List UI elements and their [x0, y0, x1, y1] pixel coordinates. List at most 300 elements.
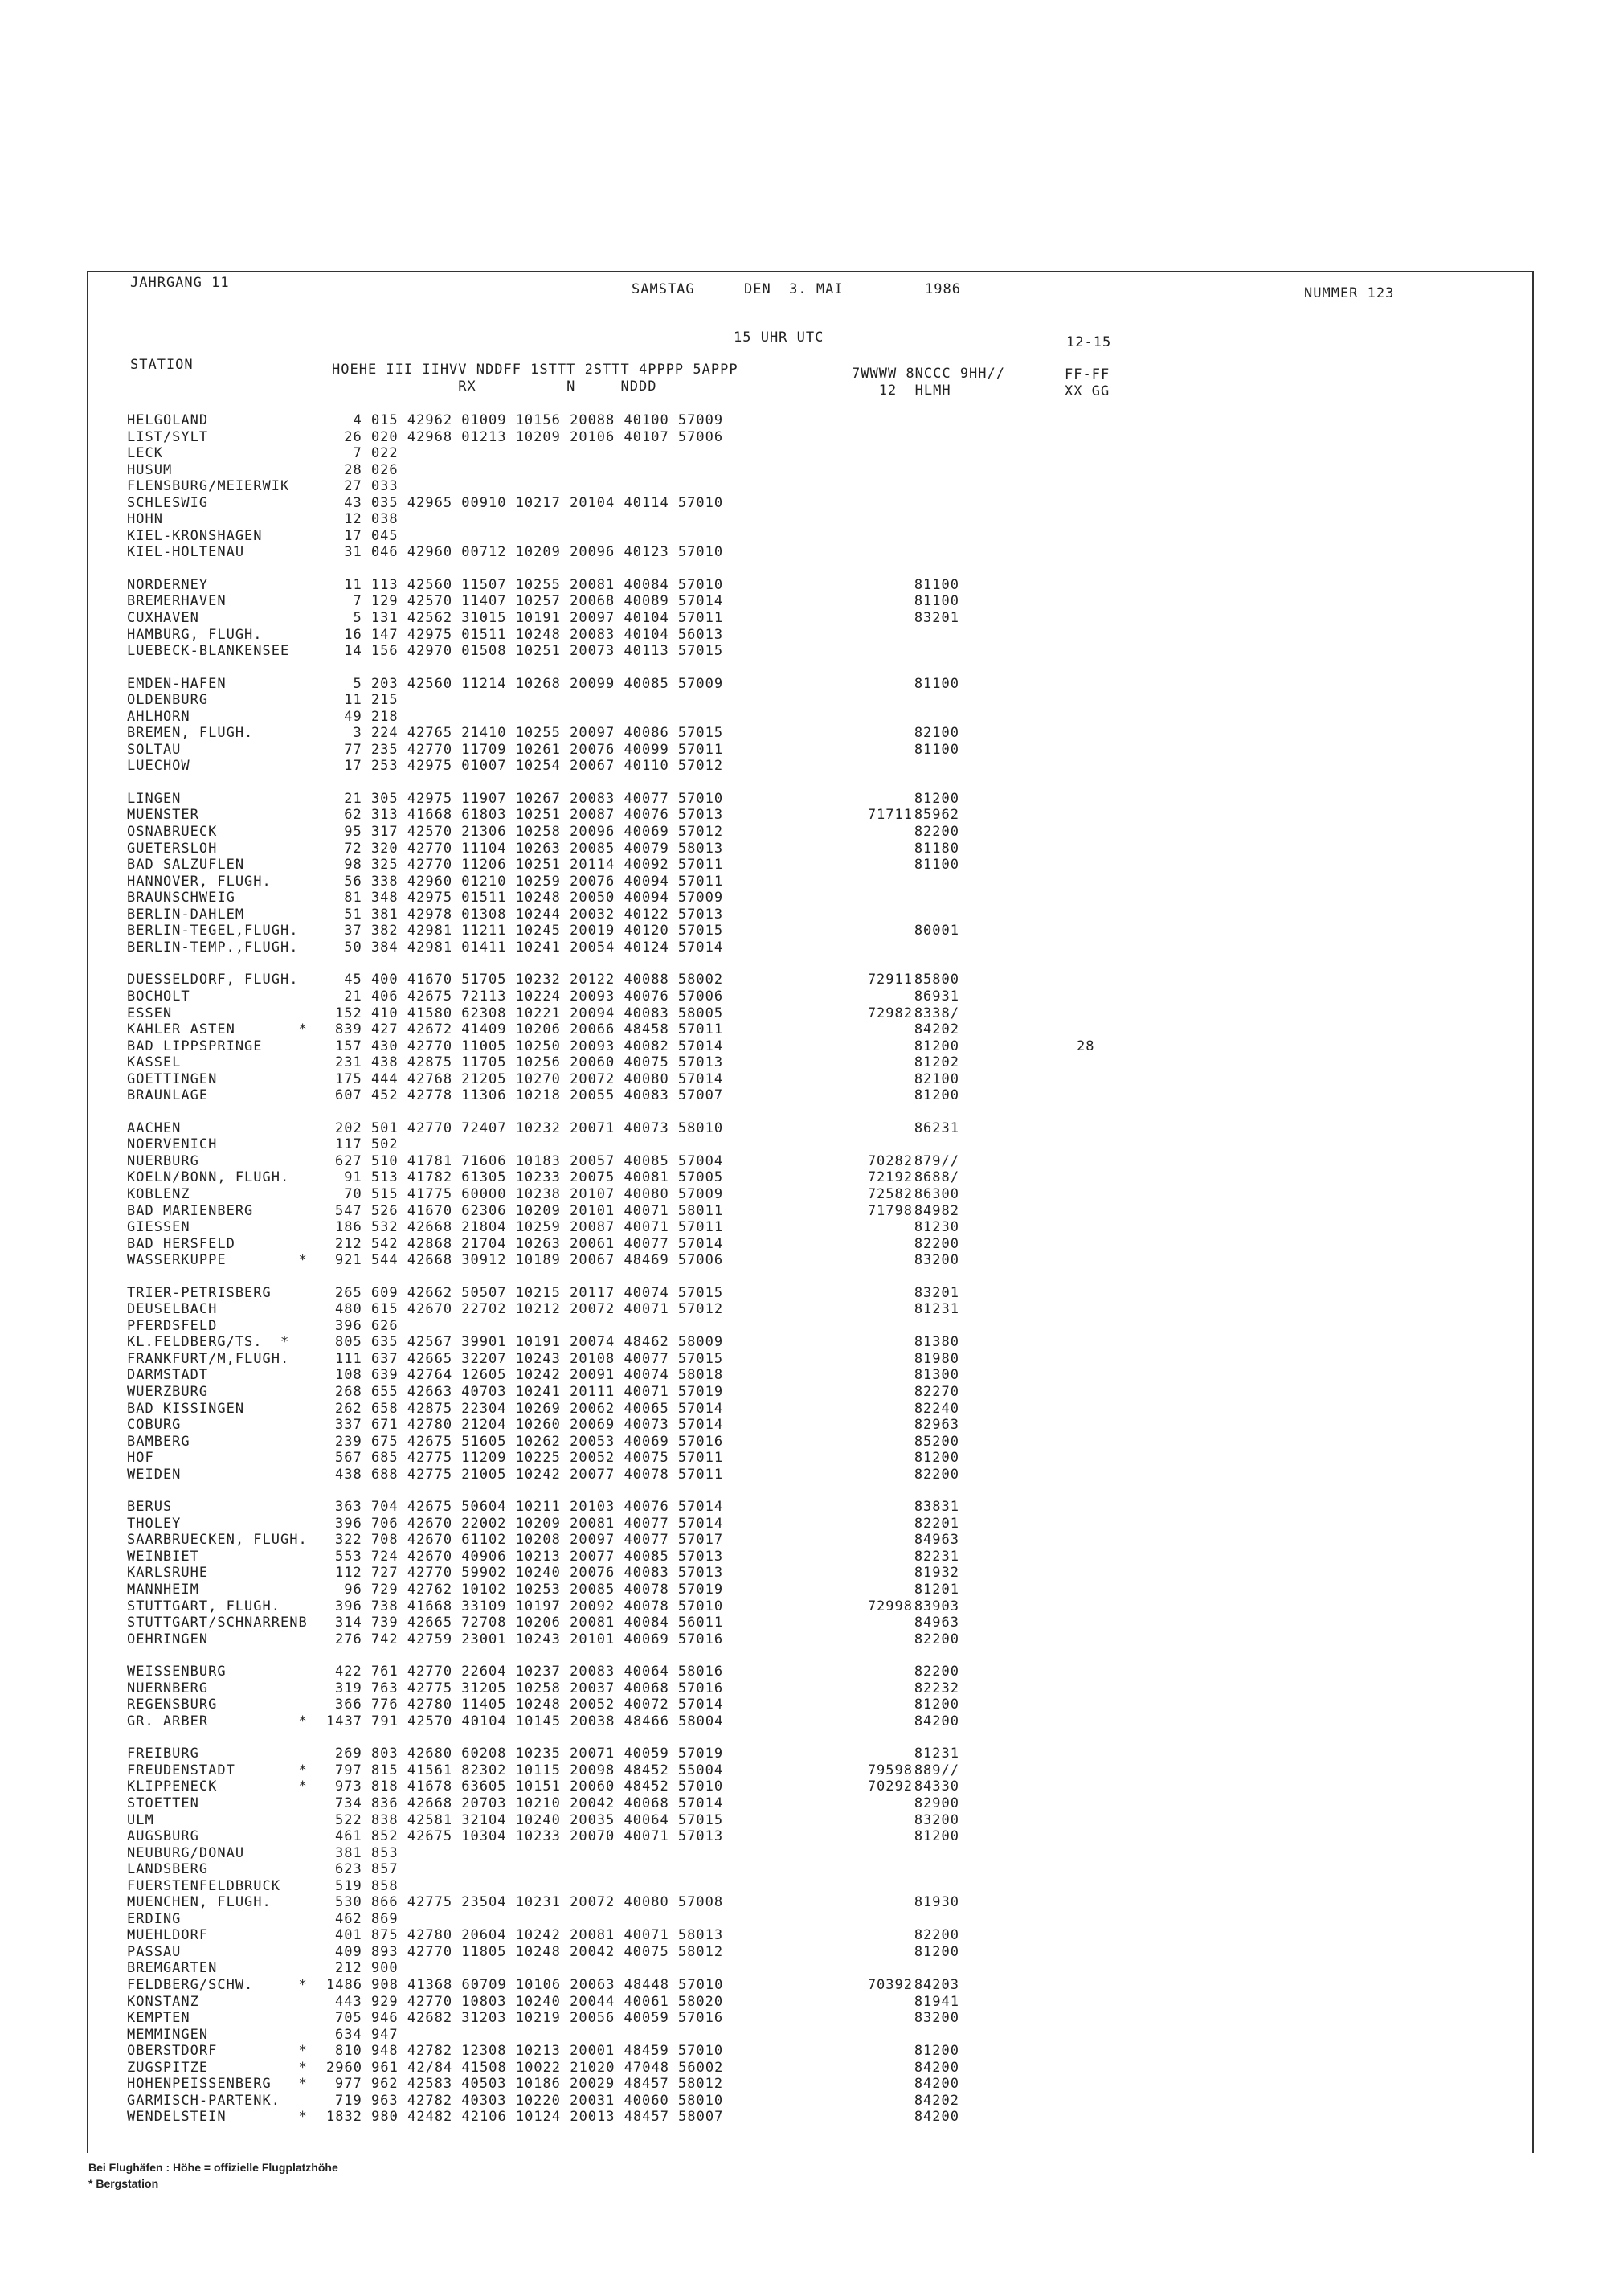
table-row [0, 1285, 1607, 1302]
station-name: GIESSEN [127, 1219, 190, 1236]
observation-data: 17 253 42975 01007 10254 20067 40110 57012 [335, 758, 724, 775]
station-name: KEMPTEN [127, 2010, 190, 2027]
station-name: BAD SALZUFLEN [127, 857, 245, 874]
cloud-group: 81100 [914, 576, 959, 593]
table-row [0, 1186, 1607, 1203]
cloud-group: 84963 [914, 1615, 959, 1631]
observation-data: 422 761 42770 22604 10237 20083 40064 58016 [335, 1664, 724, 1680]
observation-data: 11 113 42560 11507 10255 20081 40084 57010 [335, 576, 724, 593]
cloud-group: 81202 [914, 1054, 959, 1071]
cloud-group: 82200 [914, 1664, 959, 1680]
cloud-group: 84200 [914, 2109, 959, 2126]
observation-data: 43 035 42965 00910 10217 20104 40114 57010 [335, 494, 724, 511]
station-column-header: STATION [130, 357, 194, 373]
observation-data: 108 639 42764 12605 10242 20091 40074 58018 [335, 1367, 724, 1384]
station-name: BAD LIPPSPRINGE [127, 1037, 263, 1054]
table-row [0, 1450, 1607, 1467]
cloud-group: 83200 [914, 1811, 959, 1828]
cloud-group: 84203 [914, 1977, 959, 1994]
cloud-group: 83831 [914, 1499, 959, 1516]
observation-time: 15 UHR UTC [734, 329, 824, 346]
cloud-group: 82200 [914, 1466, 959, 1483]
table-row [0, 1120, 1607, 1137]
volume-label: JAHRGANG 11 [130, 275, 230, 291]
table-row [0, 857, 1607, 874]
table-row [0, 462, 1607, 479]
table-row [0, 1795, 1607, 1812]
station-name: MUENCHEN, FLUGH. [127, 1894, 272, 1911]
station-name: DARMSTADT [127, 1367, 209, 1384]
station-name: BERUS [127, 1499, 173, 1516]
table-row [0, 1598, 1607, 1615]
table-row [0, 742, 1607, 759]
station-name: BERLIN-DAHLEM [127, 906, 245, 923]
station-name: LIST/SYLT [127, 428, 209, 445]
airport-footnote: Bei Flughäfen : Höhe = offizielle Flugplatzhöhe [88, 2161, 338, 2174]
station-name: STUTTGART, FLUGH. [127, 1598, 280, 1615]
station-name: LUEBECK-BLANKENSEE [127, 643, 290, 660]
table-row [0, 1746, 1607, 1762]
station-name: CUXHAVEN [127, 610, 199, 627]
table-row [0, 1960, 1607, 1977]
station-name: ESSEN [127, 1005, 173, 1021]
table-row [0, 890, 1607, 907]
cloud-group: 8338/ [914, 1005, 959, 1021]
observation-data: 547 526 41670 62306 10209 20101 40071 58011 [335, 1202, 724, 1219]
observation-data: 14 156 42970 01508 10251 20073 40113 57015 [335, 643, 724, 660]
year-label: 1986 [925, 281, 961, 297]
weather-group: 72982 [867, 1005, 913, 1021]
cloud-group: 81100 [914, 857, 959, 874]
table-row [0, 1778, 1607, 1795]
station-name: FELDBERG/SCHW. * [127, 1977, 308, 1994]
cloud-group: 81231 [914, 1301, 959, 1318]
station-name: LECK [127, 445, 163, 462]
table-row [0, 1236, 1607, 1253]
station-name: ZUGSPITZE * [127, 2059, 308, 2076]
station-name: WEISSENBURG [127, 1664, 227, 1680]
station-name: KLIPPENECK * [127, 1778, 308, 1795]
observation-data: 7 129 42570 11407 10257 20068 40089 57014 [335, 593, 724, 610]
cloud-group: 84202 [914, 1021, 959, 1038]
observation-data: 719 963 42782 40303 10220 20031 40060 58010 [335, 2092, 724, 2109]
cloud-group: 81100 [914, 675, 959, 692]
cloud-group: 80001 [914, 923, 959, 939]
station-name: KIEL-HOLTENAU [127, 544, 245, 561]
station-name: HOF [127, 1450, 154, 1467]
cloud-group: 81200 [914, 1943, 959, 1960]
table-row [0, 593, 1607, 610]
cloud-group: 81100 [914, 741, 959, 758]
observation-data: 50 384 42981 01411 10241 20054 40124 57014 [335, 939, 724, 956]
cloud-group: 81230 [914, 1219, 959, 1236]
station-name: FUERSTENFELDBRUCK [127, 1877, 280, 1894]
table-row [0, 495, 1607, 512]
observation-data: 627 510 41781 71606 10183 20057 40085 57004 [335, 1152, 724, 1169]
table-row [0, 528, 1607, 545]
cloud-group: 81941 [914, 1993, 959, 2010]
table-row [0, 1021, 1607, 1038]
station-table [0, 412, 1607, 2126]
observation-data: 319 763 42775 31205 10258 20037 40068 57016 [335, 1680, 724, 1696]
table-row [0, 824, 1607, 841]
station-name: KL.FELDBERG/TS. * [127, 1334, 290, 1351]
table-row [0, 791, 1607, 808]
table-row [0, 2060, 1607, 2077]
cloud-group: 81200 [914, 1828, 959, 1845]
table-row [0, 1631, 1607, 1648]
cloud-group: 84200 [914, 2076, 959, 2093]
station-name: HELGOLAND [127, 412, 209, 428]
table-row [0, 511, 1607, 528]
table-row [0, 923, 1607, 939]
table-row [0, 1334, 1607, 1351]
station-name: KOBLENZ [127, 1185, 190, 1202]
table-row [0, 1565, 1607, 1582]
observation-data: 5 203 42560 11214 10268 20099 40085 57009 [335, 675, 724, 692]
observation-data: 839 427 42672 41409 10206 20066 48458 57011 [335, 1021, 724, 1038]
observation-data: 977 962 42583 40503 10186 20029 48457 58012 [335, 2076, 724, 2093]
table-row [0, 1845, 1607, 1862]
cloud-group: 82200 [914, 1235, 959, 1252]
observation-data: 1437 791 42570 40104 10145 20038 48466 58004 [326, 1713, 724, 1729]
observation-data: 56 338 42960 01210 10259 20076 40094 57011 [335, 873, 724, 890]
observation-data: 21 305 42975 11907 10267 20083 40077 57010 [335, 790, 724, 807]
observation-data: 921 544 42668 30912 10189 20067 48469 57006 [335, 1252, 724, 1269]
table-row [0, 577, 1607, 594]
station-name: HUSUM [127, 461, 173, 478]
station-name: WENDELSTEIN * [127, 2109, 308, 2126]
observation-data: 522 838 42581 32104 10240 20035 40064 57015 [335, 1811, 724, 1828]
table-row [0, 972, 1607, 988]
observation-data: 337 671 42780 21204 10260 20069 40073 57014 [335, 1417, 724, 1434]
observation-data: 322 708 42670 61102 10208 20097 40077 57017 [335, 1532, 724, 1549]
observation-data: 70 515 41775 60000 10238 20107 40080 57009 [335, 1185, 724, 1202]
station-name: BERLIN-TEMP.,FLUGH. [127, 939, 299, 956]
observation-data: 31 046 42960 00712 10209 20096 40123 57010 [335, 544, 724, 561]
cloud-group: 82201 [914, 1515, 959, 1532]
observation-data: 27 033 [335, 478, 399, 495]
station-name: REGENSBURG [127, 1696, 218, 1713]
station-name: LUECHOW [127, 758, 190, 775]
table-row [0, 692, 1607, 709]
ff-header-line2: XX GG [1065, 383, 1110, 399]
cloud-group: 83200 [914, 2010, 959, 2027]
table-row [0, 709, 1607, 726]
table-row [0, 841, 1607, 857]
table-row [0, 1516, 1607, 1533]
table-row [0, 1828, 1607, 1845]
observation-data: 734 836 42668 20703 10210 20042 40068 57014 [335, 1795, 724, 1812]
station-name: COBURG [127, 1417, 182, 1434]
cloud-group: 81200 [914, 790, 959, 807]
observation-data: 805 635 42567 39901 10191 20074 48462 58009 [335, 1334, 724, 1351]
station-name: GUETERSLOH [127, 840, 218, 857]
table-row [0, 1434, 1607, 1451]
weather-group: 71798 [867, 1202, 913, 1219]
station-name: HOHN [127, 511, 163, 528]
table-row [0, 1252, 1607, 1269]
table-row [0, 2093, 1607, 2110]
weather-group: 72192 [867, 1169, 913, 1186]
station-name: WEIDEN [127, 1466, 182, 1483]
observation-data: 112 727 42770 59902 10240 20076 40083 57013 [335, 1565, 724, 1582]
observation-data: 239 675 42675 51605 10262 20053 40069 57016 [335, 1433, 724, 1450]
table-row [0, 1054, 1607, 1071]
cloud-group: 81100 [914, 593, 959, 610]
station-name: OSNABRUECK [127, 824, 218, 841]
weather-group: 72998 [867, 1598, 913, 1615]
table-row [0, 1301, 1607, 1318]
observation-data: 519 858 [335, 1877, 399, 1894]
table-row [0, 2043, 1607, 2060]
table-row [0, 1087, 1607, 1104]
station-name: AACHEN [127, 1119, 182, 1136]
observation-data: 77 235 42770 11709 10261 20076 40099 57011 [335, 741, 724, 758]
weather-group: 70292 [867, 1778, 913, 1795]
observation-data: 152 410 41580 62308 10221 20094 40083 58005 [335, 1005, 724, 1021]
observation-data: 157 430 42770 11005 10250 20093 40082 57014 [335, 1037, 724, 1054]
station-name: HAMBURG, FLUGH. [127, 626, 263, 643]
table-row [0, 1071, 1607, 1088]
station-name: PFERDSFELD [127, 1317, 218, 1334]
table-row [0, 1219, 1607, 1236]
observation-data: 530 866 42775 23504 10231 20072 40080 57008 [335, 1894, 724, 1911]
station-name: FLENSBURG/MEIERWIK [127, 478, 290, 495]
station-name: DEUSELBACH [127, 1301, 218, 1318]
time-range: 12-15 [1066, 334, 1112, 350]
station-name: OEHRINGEN [127, 1631, 209, 1647]
station-name: PASSAU [127, 1943, 182, 1960]
observation-data: 4 015 42962 01009 10156 20088 40100 57009 [335, 412, 724, 428]
cloud-group: 81300 [914, 1367, 959, 1384]
cloud-group: 82240 [914, 1400, 959, 1417]
station-name: HANNOVER, FLUGH. [127, 873, 272, 890]
cloud-group: 82200 [914, 1631, 959, 1647]
table-row [0, 1153, 1607, 1170]
station-name: STUTTGART/SCHNARRENB [127, 1615, 308, 1631]
weekday-label: SAMSTAG [632, 281, 695, 297]
station-name: BOCHOLT [127, 988, 190, 1005]
observation-data: 276 742 42759 23001 10243 20101 40069 57016 [335, 1631, 724, 1647]
cloud-group: 85200 [914, 1433, 959, 1450]
cloud-group: 81980 [914, 1350, 959, 1367]
observation-data: 265 609 42662 50507 10215 20117 40074 57015 [335, 1284, 724, 1301]
table-row [0, 1713, 1607, 1730]
station-name: OBERSTDORF * [127, 2043, 308, 2060]
cloud-group: 82100 [914, 725, 959, 742]
weather-group: 71711 [867, 807, 913, 824]
cloud-group: 86931 [914, 988, 959, 1005]
station-name: BRAUNSCHWEIG [127, 890, 235, 907]
observation-data: 212 542 42868 21704 10263 20061 40077 57014 [335, 1235, 724, 1252]
extra-header-line1: 7WWWW 8NCCC 9HH// [852, 366, 1005, 382]
station-name: BREMERHAVEN [127, 593, 227, 610]
table-row [0, 1203, 1607, 1220]
observation-data: 480 615 42670 22702 10212 20072 40071 57012 [335, 1301, 724, 1318]
cloud-group: 82231 [914, 1548, 959, 1565]
weather-group: 70282 [867, 1152, 913, 1169]
station-name: BRAUNLAGE [127, 1087, 209, 1104]
station-name: FREIBURG [127, 1746, 199, 1762]
cloud-group: 81200 [914, 1037, 959, 1054]
mountain-footnote: * Bergstation [88, 2177, 159, 2190]
observation-data: 409 893 42770 11805 10248 20042 40075 58012 [335, 1943, 724, 1960]
cloud-group: 83903 [914, 1598, 959, 1615]
table-row [0, 478, 1607, 495]
cloud-group: 85962 [914, 807, 959, 824]
issue-number: NUMMER 123 [1304, 285, 1395, 301]
observation-data: 634 947 [335, 2026, 399, 2043]
cloud-group: 83200 [914, 1252, 959, 1269]
station-name: BREMEN, FLUGH. [127, 725, 254, 742]
ff-header-line1: FF-FF [1065, 366, 1110, 383]
station-name: STOETTEN [127, 1795, 199, 1812]
station-name: NUERBURG [127, 1152, 199, 1169]
observation-data: 1832 980 42482 42106 10124 20013 48457 58007 [326, 2109, 724, 2126]
station-name: AUGSBURG [127, 1828, 199, 1845]
table-row [0, 1532, 1607, 1549]
observation-data: 202 501 42770 72407 10232 20071 40073 58010 [335, 1119, 724, 1136]
observation-data: 438 688 42775 21005 10242 20077 40078 57011 [335, 1466, 724, 1483]
station-name: BAD MARIENBERG [127, 1202, 254, 1219]
observation-data: 231 438 42875 11705 10256 20060 40075 57013 [335, 1054, 724, 1071]
table-row [0, 1615, 1607, 1631]
station-name: MUENSTER [127, 807, 199, 824]
table-row [0, 1944, 1607, 1961]
cloud-group: 81231 [914, 1746, 959, 1762]
observation-data: 7 022 [335, 445, 399, 462]
table-row [0, 1136, 1607, 1153]
table-row [0, 544, 1607, 561]
station-name: GOETTINGEN [127, 1070, 218, 1087]
observation-data: 11 215 [335, 692, 399, 709]
station-name: TRIER-PETRISBERG [127, 1284, 272, 1301]
station-name: SAARBRUECKEN, FLUGH. [127, 1532, 308, 1549]
observation-data: 2960 961 42/84 41508 10022 21020 47048 56002 [326, 2059, 724, 2076]
station-name: GR. ARBER * [127, 1713, 308, 1729]
weather-group: 70392 [867, 1977, 913, 1994]
observation-data: 3 224 42765 21410 10255 20097 40086 57015 [335, 725, 724, 742]
cloud-group: 81930 [914, 1894, 959, 1911]
station-name: HOHENPEISSENBERG * [127, 2076, 308, 2093]
observation-data: 91 513 41782 61305 10233 20075 40081 57005 [335, 1169, 724, 1186]
station-name: WEINBIET [127, 1548, 199, 1565]
table-row [0, 643, 1607, 660]
observation-data: 95 317 42570 21306 10258 20096 40069 57012 [335, 824, 724, 841]
station-name: BREMGARTEN [127, 1960, 218, 1977]
station-name: ERDING [127, 1910, 182, 1927]
station-name: THOLEY [127, 1515, 182, 1532]
station-name: KOELN/BONN, FLUGH. [127, 1169, 290, 1186]
station-name: OLDENBURG [127, 692, 209, 709]
cloud-group: 82270 [914, 1383, 959, 1400]
cloud-group: 82200 [914, 824, 959, 841]
main-header-line1: HOEHE III IIHVV NDDFF 1STTT 2STTT 4PPPP 5APPP [332, 362, 738, 378]
table-row [0, 1861, 1607, 1878]
table-row [0, 874, 1607, 890]
observation-data: 262 658 42875 22304 10269 20062 40065 57014 [335, 1400, 724, 1417]
cloud-group: 84200 [914, 2059, 959, 2076]
table-row [0, 1762, 1607, 1779]
observation-data: 16 147 42975 01511 10248 20083 40104 56013 [335, 626, 724, 643]
cloud-group: 81200 [914, 2043, 959, 2060]
station-name: FRANKFURT/M,FLUGH. [127, 1350, 290, 1367]
extra-header-line2: 12 HLMH [852, 383, 951, 399]
cloud-group: 86231 [914, 1119, 959, 1136]
observation-data: 553 724 42670 40906 10213 20077 40085 57013 [335, 1548, 724, 1565]
observation-data: 810 948 42782 12308 10213 20001 48459 57010 [335, 2043, 724, 2060]
station-name: MEMMINGEN [127, 2026, 209, 2043]
station-name: KARLSRUHE [127, 1565, 209, 1582]
station-name: SOLTAU [127, 741, 182, 758]
observation-data: 62 313 41668 61803 10251 20087 40076 57013 [335, 807, 724, 824]
observation-data: 623 857 [335, 1861, 399, 1878]
table-row [0, 758, 1607, 775]
observation-data: 28 026 [335, 461, 399, 478]
cloud-group: 83201 [914, 1284, 959, 1301]
cloud-group: 81200 [914, 1087, 959, 1104]
table-row [0, 1005, 1607, 1022]
observation-data: 396 626 [335, 1317, 399, 1334]
observation-data: 705 946 42682 31203 10219 20056 40059 57016 [335, 2010, 724, 2027]
station-name: LINGEN [127, 790, 182, 807]
cloud-group: 86300 [914, 1185, 959, 1202]
table-row [0, 429, 1607, 446]
station-name: BAD KISSINGEN [127, 1400, 245, 1417]
observation-data: 567 685 42775 11209 10225 20052 40075 57011 [335, 1450, 724, 1467]
station-name: NUERNBERG [127, 1680, 209, 1696]
observation-data: 51 381 42978 01308 10244 20032 40122 57013 [335, 906, 724, 923]
table-row [0, 1582, 1607, 1598]
observation-data: 973 818 41678 63605 10151 20060 48452 57010 [335, 1778, 724, 1795]
cloud-group: 81380 [914, 1334, 959, 1351]
station-name: BAD HERSFELD [127, 1235, 235, 1252]
cloud-group: 81200 [914, 1450, 959, 1467]
station-name: MANNHEIM [127, 1582, 199, 1598]
cloud-group: 84982 [914, 1202, 959, 1219]
observation-data: 117 502 [335, 1136, 399, 1153]
table-row [0, 1351, 1607, 1368]
main-header-line2: RX N NDDD [332, 379, 657, 395]
table-row [0, 1499, 1607, 1516]
table-row [0, 1417, 1607, 1434]
observation-data: 98 325 42770 11206 10251 20114 40092 57011 [335, 857, 724, 874]
table-row [0, 1812, 1607, 1829]
cloud-group: 81201 [914, 1582, 959, 1598]
observation-data: 314 739 42665 72708 10206 20081 40084 56011 [335, 1615, 724, 1631]
table-row [0, 939, 1607, 956]
cloud-group: 84200 [914, 1713, 959, 1729]
observation-data: 212 900 [335, 1960, 399, 1977]
table-row [0, 2109, 1607, 2126]
weather-group: 79598 [867, 1762, 913, 1778]
table-row [0, 1549, 1607, 1565]
station-name: NORDERNEY [127, 576, 209, 593]
observation-data: 5 131 42562 31015 10191 20097 40104 57011 [335, 610, 724, 627]
observation-data: 37 382 42981 11211 10245 20019 40120 57015 [335, 923, 724, 939]
observation-data: 381 853 [335, 1844, 399, 1861]
table-row [0, 1894, 1607, 1911]
observation-data: 111 637 42665 32207 10243 20108 40077 57015 [335, 1350, 724, 1367]
cloud-group: 82200 [914, 1927, 959, 1944]
cloud-group: 81180 [914, 840, 959, 857]
observation-data: 26 020 42968 01213 10209 20106 40107 57006 [335, 428, 724, 445]
table-row [0, 1664, 1607, 1680]
station-name: FREUDENSTADT * [127, 1762, 308, 1778]
observation-data: 12 038 [335, 511, 399, 528]
observation-data: 186 532 42668 21804 10259 20087 40071 57011 [335, 1219, 724, 1236]
